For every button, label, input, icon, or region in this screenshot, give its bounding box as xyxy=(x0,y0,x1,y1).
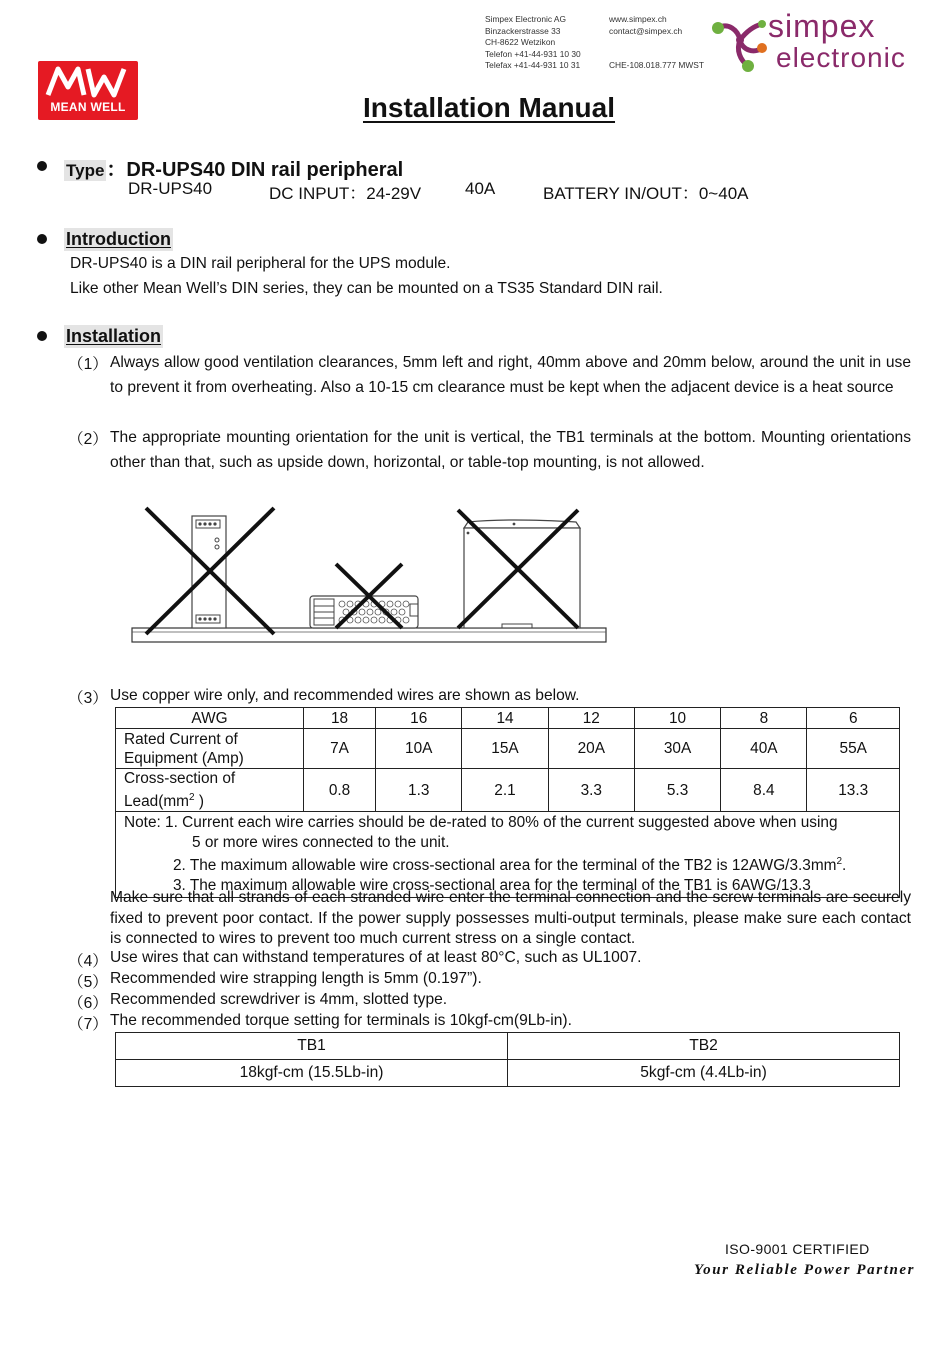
brand-slogan: Your Reliable Power Partner xyxy=(694,1262,916,1278)
table-header-cell: 14 xyxy=(462,708,548,729)
note-text: . xyxy=(842,857,847,875)
strands-paragraph: Make sure that all strands of each stranded wire enter the terminal connection and the screw terminals are securely fixed to prevent poor contact. If the power supply possesses multi-output terminals, please make sure each contact is connected to wires to prevent too much current stress on a single contact. xyxy=(110,889,911,947)
table-header-cell: TB1 xyxy=(116,1033,508,1060)
table-header-cell: TB2 xyxy=(508,1033,900,1060)
note-line xyxy=(124,852,891,876)
table-cell: 0.8 xyxy=(304,769,376,812)
contact-line xyxy=(609,37,704,49)
row-label-cross-section xyxy=(116,769,304,812)
table-cell: 7A xyxy=(304,729,376,769)
bullet-icon xyxy=(37,331,47,341)
type-colon: ： xyxy=(106,159,127,181)
din-rail xyxy=(132,628,606,642)
simpex-logo-word: simpex xyxy=(768,8,876,44)
note-line: Note: 1. Current each wire carries should be de-rated to 80% of the current suggested above when using xyxy=(124,814,838,832)
page-title: Installation Manual xyxy=(362,92,616,123)
type-value: DR-UPS40 DIN rail peripheral xyxy=(126,159,404,181)
table-cell: 10A xyxy=(376,729,462,769)
table-header-cell: AWG xyxy=(116,708,304,729)
installation-item-text: The appropriate mounting orientation for the unit is vertical, the TB1 terminals at the bottom. Mounting orientations other than that, such as upside down, horizontal, or table-top mounting, is not allowed. xyxy=(110,429,911,471)
spec-dc-input: DC INPUT：24-29V xyxy=(269,184,422,203)
row-label-line: Equipment (Amp) xyxy=(124,749,244,767)
introduction-heading: Introduction xyxy=(66,229,171,249)
table-cell: 30A xyxy=(634,729,720,769)
note-text: 2. The maximum allowable wire cross-sectional area for the terminal of the TB2 is 12AWG/3.3mm xyxy=(173,857,837,875)
bullet-icon xyxy=(37,161,47,171)
row-label-text: ) xyxy=(194,793,204,811)
installation-item-text: The recommended torque setting for terminals is 10kgf-cm(9Lb-in). xyxy=(110,1012,572,1029)
table-cell: 8.4 xyxy=(721,769,807,812)
table-row xyxy=(116,1060,900,1087)
table-cell: 5.3 xyxy=(634,769,720,812)
simpex-logo-mark xyxy=(710,14,770,76)
table-cell: 1.3 xyxy=(376,769,462,812)
note-line: 5 or more wires connected to the unit. xyxy=(192,833,450,851)
table-cell: 5kgf-cm (4.4Lb-in) xyxy=(508,1060,900,1087)
item-number: （1） xyxy=(68,356,108,373)
table-row xyxy=(116,769,900,812)
iso-certification: ISO-9001 CERTIFIED xyxy=(725,1241,870,1257)
simpex-logo-subword: electronic xyxy=(776,42,906,73)
mounting-orientation-diagram xyxy=(128,500,610,645)
item-number: （2） xyxy=(68,431,108,448)
installation-item-text: Use wires that can withstand temperatures of at least 80°C, such as UL1007. xyxy=(110,949,642,966)
table-notes xyxy=(116,812,900,898)
row-label-line: Rated Current of xyxy=(124,730,238,748)
torque-table xyxy=(115,1032,900,1087)
installation-heading: Installation xyxy=(66,326,162,346)
unit-horizontal-icon xyxy=(310,564,418,628)
spec-battery: BATTERY IN/OUT：0~40A xyxy=(543,184,749,203)
installation-item-text: Recommended screwdriver is 4mm, slotted type. xyxy=(110,991,448,1008)
table-cell: 15A xyxy=(462,729,548,769)
address-line: Binzackerstrasse 33 xyxy=(485,25,561,36)
address-line: Simpex Electronic AG xyxy=(485,14,566,24)
simpex-logo xyxy=(710,8,940,78)
item-number: （4） xyxy=(68,953,108,970)
address-line: Telefax +41-44-931 10 31 xyxy=(485,60,581,71)
table-header-cell: 6 xyxy=(807,708,900,729)
table-header-cell: 12 xyxy=(548,708,634,729)
company-address xyxy=(485,14,581,72)
table-header-cell: 16 xyxy=(376,708,462,729)
table-cell: 18kgf-cm (15.5Lb-in) xyxy=(116,1060,508,1087)
contact-line: www.simpex.ch xyxy=(609,14,667,24)
item-number: （3） xyxy=(68,690,108,707)
table-row xyxy=(116,708,900,729)
row-label-line: Cross-section of xyxy=(124,770,236,787)
mean-well-logo-text: MEAN WELL xyxy=(50,100,126,114)
row-label-line xyxy=(124,788,299,811)
installation-item-text: Use copper wire only, and recommended wires are shown as below. xyxy=(110,687,580,704)
table-cell: 3.3 xyxy=(548,769,634,812)
row-label-text: Lead(mm xyxy=(124,793,190,811)
spec-current: 40A xyxy=(465,179,496,198)
bullet-icon xyxy=(37,234,47,244)
installation-item-text: Recommended wire strapping length is 5mm (0.197”). xyxy=(110,970,482,987)
table-cell: 20A xyxy=(548,729,634,769)
table-row xyxy=(116,729,900,769)
table-header-cell: 8 xyxy=(721,708,807,729)
intro-line: DR-UPS40 is a DIN rail peripheral for the UPS module. xyxy=(70,255,451,272)
table-cell: 13.3 xyxy=(807,769,900,812)
table-header-cell: 18 xyxy=(304,708,376,729)
type-label: Type xyxy=(66,161,105,180)
table-cell: 55A xyxy=(807,729,900,769)
type-heading xyxy=(64,153,403,182)
item-number: （7） xyxy=(68,1016,108,1033)
address-line: CH-8622 Wetzikon xyxy=(485,37,556,48)
note-line: 3. The maximum allowable wire cross-sectional area for the terminal of the TB1 is 6AWG/13.3 xyxy=(173,877,811,895)
unit-upside-down-icon xyxy=(146,508,274,634)
table-header-cell: 10 xyxy=(634,708,720,729)
table-cell: 2.1 xyxy=(462,769,548,812)
contact-line: CHE-108.018.777 MWST xyxy=(609,60,704,71)
row-label-rated-current xyxy=(116,729,304,769)
intro-line: Like other Mean Well’s DIN series, they can be mounted on a TS35 Standard DIN rail. xyxy=(70,280,663,297)
installation-item-text: Always allow good ventilation clearances, 5mm left and right, 40mm above and 20mm below, around the unit in use to prevent it from overheating. Also a 10-15 cm clearance must be kept when the adjacent device is a heat source xyxy=(110,354,911,396)
superscript: 2 xyxy=(836,856,843,868)
item-number: （6） xyxy=(68,995,108,1012)
company-contact xyxy=(609,14,704,72)
superscript: 2 xyxy=(189,792,195,803)
table-row xyxy=(116,1033,900,1060)
item-number: （5） xyxy=(68,974,108,991)
wire-gauge-table xyxy=(115,707,900,898)
table-cell: 40A xyxy=(721,729,807,769)
address-line: Telefon +41-44-931 10 30 xyxy=(485,48,581,59)
table-row xyxy=(116,812,900,898)
contact-line: contact@simpex.ch xyxy=(609,25,683,36)
unit-table-top-icon xyxy=(458,510,580,628)
contact-line xyxy=(609,49,704,61)
spec-model: DR-UPS40 xyxy=(128,179,213,198)
